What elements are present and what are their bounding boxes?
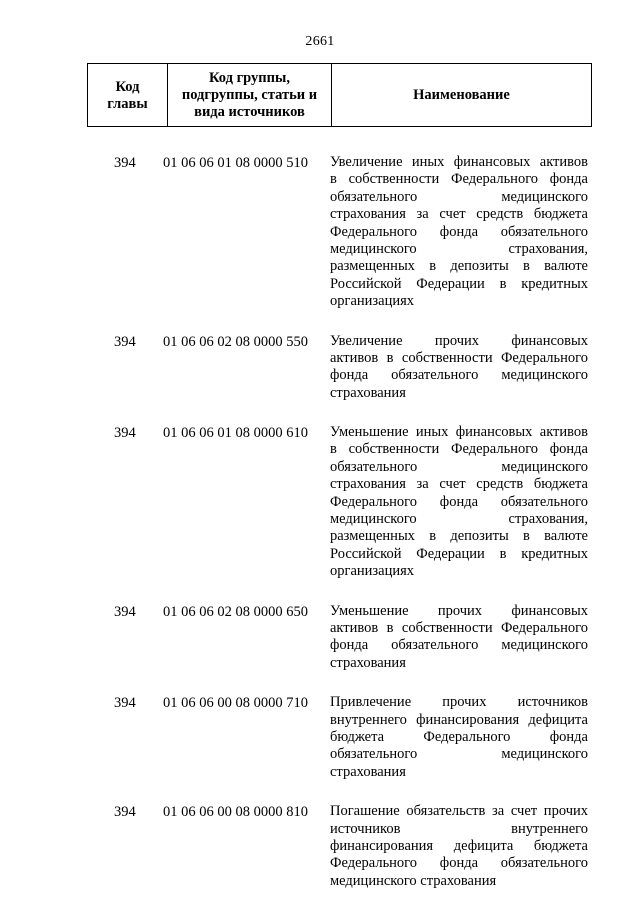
chapter-code: 394 (114, 425, 136, 442)
source-name-line: обязательного медицинского (330, 458, 588, 475)
table-body (0, 154, 640, 890)
source-name-line: в собственности Федерального фонда (330, 441, 588, 458)
source-name (330, 424, 588, 581)
source-name-line: Увеличение иных финансовых активов (330, 154, 588, 170)
table-row (0, 694, 640, 781)
source-name (330, 603, 588, 673)
source-name-line: активов в собственности Федерального (330, 619, 588, 636)
source-code: 01 06 06 01 08 0000 510 (163, 155, 308, 171)
source-name-line: в собственности Федерального фонда (330, 171, 588, 188)
source-name-line: медицинского страхования (330, 872, 497, 889)
header-group-code-line: Код группы, (209, 70, 290, 86)
header-chapter-code-line: Код (115, 78, 140, 95)
source-name-line: страхования (330, 763, 406, 780)
source-name-line: страхования за счет средств бюджета (330, 476, 588, 493)
header-name (332, 64, 591, 126)
header-group-code (168, 64, 332, 126)
header-chapter-code (88, 64, 168, 126)
source-name-line: Федерального фонда обязательного (330, 493, 588, 510)
source-name-line: Российской Федерации в кредитных (330, 545, 588, 562)
source-name-line: Уменьшение прочих финансовых (330, 602, 588, 619)
header-group-code-line: вида источников (194, 104, 305, 120)
table-row (0, 333, 640, 403)
table-row (0, 424, 640, 581)
source-name-line: страхования (330, 654, 406, 671)
source-code: 01 06 06 02 08 0000 550 (163, 333, 308, 350)
source-name-line: Федерального фонда обязательного (330, 223, 588, 240)
source-code: 01 06 06 00 08 0000 810 (163, 804, 308, 821)
source-name-line: внутреннего финансирования дефицита (330, 711, 588, 728)
source-name-line: медицинского страхования, (330, 240, 588, 257)
source-name-line: источников внутреннего (330, 820, 588, 837)
chapter-code: 394 (114, 695, 136, 712)
source-code: 01 06 06 02 08 0000 650 (163, 603, 308, 620)
source-name (330, 694, 588, 781)
table-row (0, 154, 640, 311)
source-name-line: страхования за счет средств бюджета (330, 206, 588, 223)
header-name-label: Наименование (413, 86, 510, 103)
source-name-line: фонда обязательного медицинского (330, 367, 588, 384)
source-name-line: финансирования дефицита бюджета (330, 837, 588, 854)
chapter-code: 394 (114, 603, 136, 620)
source-name-line: организациях (330, 563, 415, 580)
source-name-line: размещенных в депозиты в валюте (330, 258, 588, 275)
source-code: 01 06 06 01 08 0000 610 (163, 425, 308, 442)
page-number: 2661 (305, 34, 335, 49)
source-name-line: обязательного медицинского (330, 746, 588, 763)
source-name-line: Федерального фонда обязательного (330, 855, 588, 872)
table-row (0, 803, 640, 890)
chapter-code: 394 (114, 155, 136, 171)
chapter-code: 394 (114, 333, 136, 350)
source-name-line: фонда обязательного медицинского (330, 637, 588, 654)
chapter-code: 394 (114, 804, 136, 821)
source-name-line: организациях (330, 293, 415, 310)
table-header (87, 63, 592, 127)
source-name-line: обязательного медицинского (330, 188, 588, 205)
source-name (330, 154, 588, 311)
source-name-line: медицинского страхования, (330, 511, 588, 528)
source-name-line: страхования (330, 384, 406, 401)
header-group-code-line: подгруппы, статьи и (181, 87, 318, 103)
source-name-line: размещенных в депозиты в валюте (330, 528, 588, 545)
header-chapter-code-line: главы (107, 95, 148, 112)
source-name-line: активов в собственности Федерального (330, 349, 588, 366)
source-name-line: Уменьшение иных финансовых активов (330, 424, 588, 441)
source-name-line: Увеличение прочих финансовых (330, 332, 588, 349)
source-name (330, 803, 588, 890)
source-name (330, 333, 588, 403)
source-name-line: Привлечение прочих источников (330, 694, 588, 711)
source-name-line: бюджета Федерального фонда (330, 728, 588, 745)
table-row (0, 603, 640, 673)
source-code: 01 06 06 00 08 0000 710 (163, 695, 308, 712)
source-name-line: Погашение обязательств за счет прочих (330, 803, 588, 820)
source-name-line: Российской Федерации в кредитных (330, 275, 588, 292)
